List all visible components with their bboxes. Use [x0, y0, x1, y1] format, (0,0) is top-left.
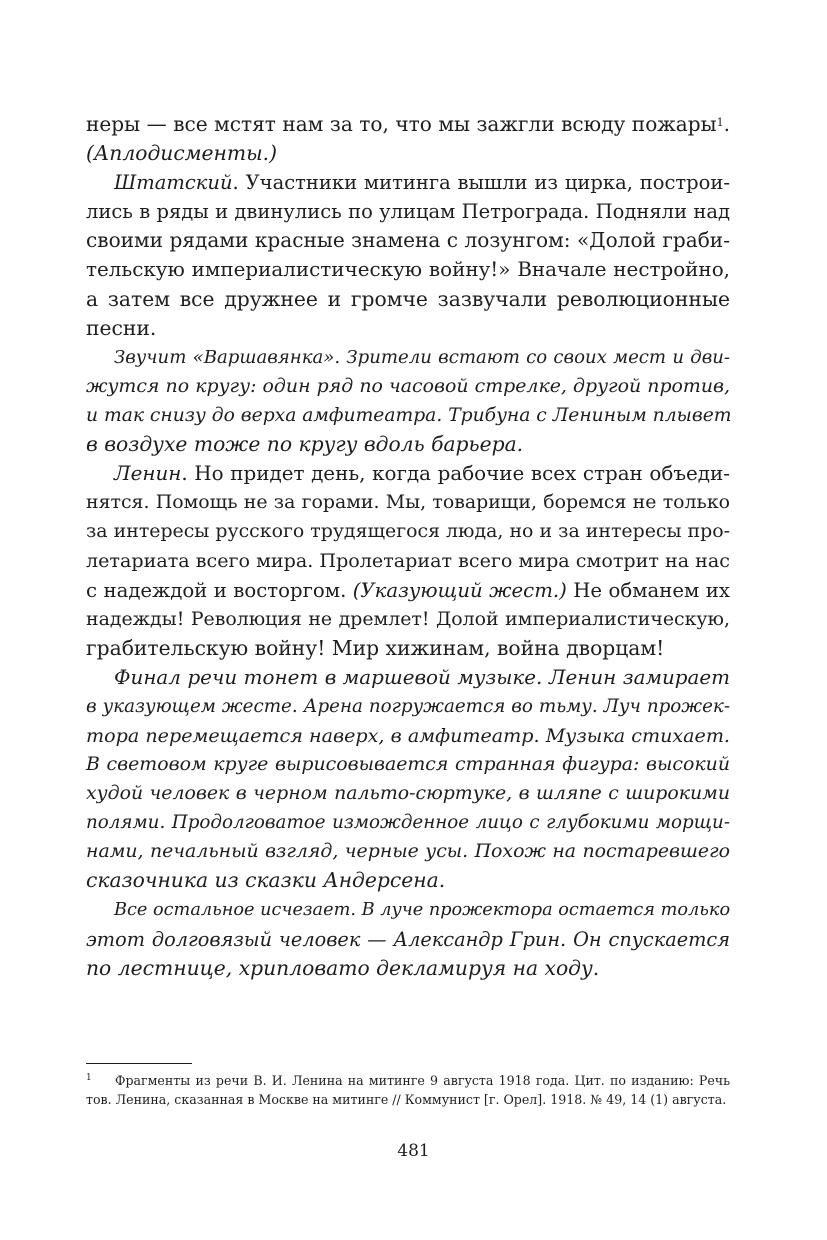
italic-text: нами, печальный взгляд, черные усы. Похож на постаревшего	[86, 840, 730, 863]
text-segment: неры — все мстят нам за то, что мы зажгли всюду пожары	[86, 112, 717, 136]
text-line	[86, 779, 730, 808]
text-line	[86, 692, 730, 721]
text-line	[86, 634, 730, 663]
paragraph	[86, 663, 730, 896]
italic-text: жутся по кругу: один ряд по часовой стрелке, другой против,	[86, 374, 730, 397]
italic-text: этот долговязый человек — Александр Грин. Он спускается	[86, 927, 730, 951]
text-line	[86, 401, 730, 430]
italic-text: Штатский	[114, 171, 233, 195]
text-line	[86, 110, 730, 139]
italic-text: худой человек в черном пальто-сюртуке, в шляпе с широкими	[86, 782, 730, 805]
italic-text: в воздухе тоже по кругу вдоль барьера.	[86, 432, 524, 457]
main-text	[86, 110, 730, 983]
text-segment: . Но придет день, когда рабочие всех стран объеди-	[181, 462, 730, 486]
text-segment: грабительскую войну! Мир хижинам, война дворцам!	[86, 635, 665, 660]
italic-text: Финал речи тонет в маршевой музыке. Ленин замирает	[114, 665, 730, 689]
text-line	[86, 517, 730, 546]
text-line	[86, 168, 730, 197]
text-line	[86, 546, 730, 575]
text-segment: надежды! Революция не дремлет! Долой империалистическую,	[86, 607, 730, 630]
footnote-marker: 1	[86, 1073, 92, 1083]
text-line	[86, 372, 730, 401]
text-line	[86, 721, 730, 750]
text-segment: .	[723, 112, 730, 136]
text-line	[86, 866, 730, 895]
footnote-text-1: Фрагменты из речи В. И. Ленина на митинге 9 августа 1918 года. Цит. по изданию: Речь	[115, 1073, 730, 1088]
page-number: 481	[397, 1141, 430, 1161]
paragraph	[86, 168, 730, 343]
footnote-reference: 1	[716, 116, 724, 129]
italic-text: тора перемещается наверх, в амфитеатр. Музыка стихает.	[86, 723, 730, 747]
italic-text: полями. Продолговатое изможденное лицо с глубокими морщи-	[86, 812, 730, 834]
footnotes	[86, 1071, 730, 1109]
italic-text: сказочника из сказки Андерсена.	[86, 868, 446, 893]
paragraph	[86, 896, 730, 983]
text-segment: нятся. Помощь не за горами. Мы, товарищи, боремся не только	[86, 491, 730, 514]
text-segment: своими рядами красные знамена с лозунгом: «Долой граби-	[86, 228, 730, 253]
italic-text: и так снизу до верха амфитеатра. Трибуна с Лениным плывет	[86, 404, 732, 426]
footnote-line-2	[86, 1090, 730, 1109]
text-line	[86, 226, 730, 255]
text-line	[86, 255, 730, 284]
text-line	[86, 896, 730, 925]
text-segment: тельскую империалистическую войну!» Вначале нестройно,	[86, 258, 730, 282]
italic-text: Звучит «Варшавянка». Зрители встают со своих мест и дви-	[114, 346, 730, 368]
text-segment: а затем все дружнее и громче зазвучали революционные	[86, 286, 730, 311]
text-line	[86, 808, 730, 837]
italic-text: Ленин	[114, 462, 182, 486]
italic-text: по лестнице, хрипловато декламируя на ходу.	[86, 955, 600, 980]
text-line	[86, 459, 730, 488]
text-line	[86, 430, 730, 459]
text-line	[86, 197, 730, 226]
footnote-text-2: тов. Ленина, сказанная в Москве на митинге // Коммунист [г. Орел]. 1918. № 49, 14 (1) августа.	[86, 1092, 727, 1107]
text-segment: песни.	[86, 315, 157, 340]
page-body	[86, 110, 730, 983]
text-line	[86, 837, 730, 866]
text-line	[86, 925, 730, 954]
footnote-line-1	[86, 1071, 730, 1090]
footnote-divider	[86, 1063, 192, 1064]
paragraph	[86, 343, 730, 459]
text-segment: за интересы русского трудящегося люда, но и за интересы про-	[86, 520, 730, 543]
italic-text: (Аплодисменты.)	[86, 141, 278, 166]
text-line	[86, 954, 730, 983]
text-line	[86, 605, 730, 634]
italic-text: В световом круге вырисовывается странная фигура: высокий	[86, 753, 730, 776]
text-line	[86, 139, 730, 168]
text-segment: . Участники митинга вышли из цирка, построи-	[232, 171, 730, 195]
text-segment: с надеждой и восторгом.	[86, 578, 353, 602]
paragraph	[86, 110, 730, 168]
text-line	[86, 314, 730, 343]
italic-text: Все остальное исчезает. В луче прожектора остается только	[114, 899, 731, 920]
text-segment: летариата всего мира. Пролетариат всего мира смотрит на нас	[86, 549, 730, 573]
text-line	[86, 663, 730, 692]
text-line	[86, 285, 730, 314]
paragraph	[86, 459, 730, 663]
text-line	[86, 343, 730, 372]
text-line	[86, 576, 730, 605]
italic-text: (Указующий жест.)	[352, 578, 567, 602]
text-line	[86, 488, 730, 517]
text-segment: лись в ряды и двинулись по улицам Петрограда. Подняли над	[86, 200, 730, 224]
text-line	[86, 750, 730, 779]
italic-text: в указующем жесте. Арена погружается во тьму. Луч прожек-	[86, 695, 730, 717]
text-segment: Не обманем их	[566, 578, 730, 602]
